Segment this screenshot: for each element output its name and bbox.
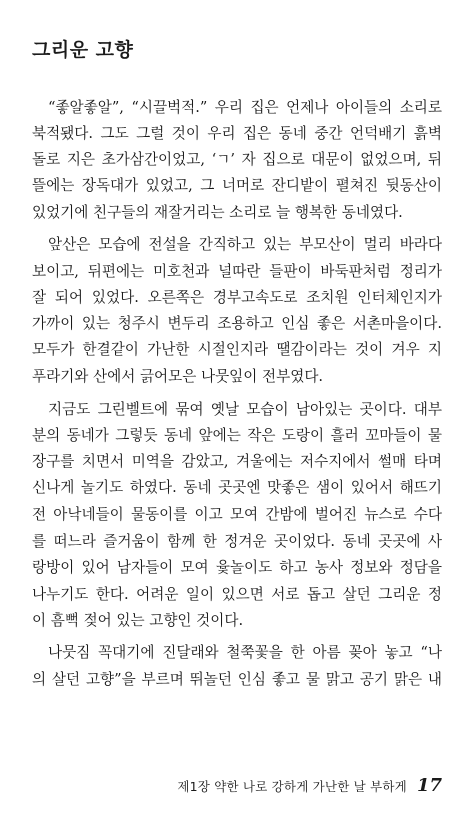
text-line: 랑방이 있어 남자들이 모여 윷놀이도 하고 농사 정보와 정담을	[32, 559, 442, 576]
running-head: 제1장 약한 나로 강하게 가난한 날 부하게	[177, 779, 407, 794]
text-line: 를 떠느라 즐거움이 함께 한 정겨운 곳이었다. 동네 곳곳에 사	[32, 533, 442, 550]
text-line: 나뭇짐 꼭대기에 진달래와 철쭉꽃을 한 아름 꽂아 놓고 “나	[48, 644, 442, 661]
text-line: 북적됐다. 그도 그럴 것이 우리 집은 동네 중간 언덕배기 흙벽	[32, 125, 442, 142]
text-line: 의 살던 고향”을 부르며 뛰놀던 인심 좋고 물 맑고 공기 맑은 내	[32, 671, 442, 688]
text-line: 잘 되어 있었다. 오른쪽은 경부고속도로 조치원 인터체인지가	[32, 289, 442, 306]
text-line: 나누기도 한다. 어려운 일이 있으면 서로 돕고 살던 그리운 정	[32, 586, 442, 603]
text-line: 장구를 치면서 미역을 감았고, 겨울에는 저수지에서 썰매 타며	[32, 453, 442, 470]
text-line: 앞산은 모습에 전설을 간직하고 있는 부모산이 멀리 바라다	[48, 236, 442, 253]
text-line: 이 흠뻑 젖어 있는 고향인 것이다.	[32, 612, 244, 629]
text-line: 보이고, 뒤편에는 미호천과 널따란 들판이 바둑판처럼 정리가	[32, 263, 442, 280]
text-line: 신나게 놀기도 하였다. 동네 곳곳엔 맛좋은 샘이 있어서 해뜨기	[32, 479, 442, 496]
text-line: 가까이 있는 청주시 변두리 조용하고 인심 좋은 서촌마을이다.	[32, 315, 442, 332]
text-line: 돌로 지은 초가삼간이었고, ‘ㄱ’ 자 집으로 대문이 없었으며, 뒤	[32, 151, 442, 168]
text-line: 있었기에 친구들의 재잘거리는 소리로 늘 행복한 동네였다.	[32, 204, 403, 221]
text-line: 뜰에는 장독대가 있었고, 그 너머로 잔디밭이 펼쳐진 뒷동산이	[32, 177, 442, 194]
text-line: 지금도 그린벨트에 묶여 옛날 모습이 남아있는 곳이다. 대부	[48, 401, 442, 418]
text-line: 분의 동네가 그렇듯 동네 앞에는 작은 도랑이 흘러 꼬마들이 물	[32, 427, 442, 444]
section-title: 그리운 고향	[32, 39, 134, 61]
text-line: 전 아낙네들이 물동이를 이고 모여 간밤에 벌어진 뉴스로 수다	[32, 506, 442, 523]
page-footer	[177, 775, 442, 801]
text-line: 모두가 한결같이 가난한 시절인지라 땔감이라는 것이 겨우 지	[32, 341, 442, 358]
page-number: 17	[416, 775, 442, 796]
text-line: 푸라기와 산에서 긁어모은 나뭇잎이 전부였다.	[32, 368, 324, 385]
text-line: “좋알좋알”, “시끌벅적.” 우리 집은 언제나 아이들의 소리로	[48, 99, 442, 116]
